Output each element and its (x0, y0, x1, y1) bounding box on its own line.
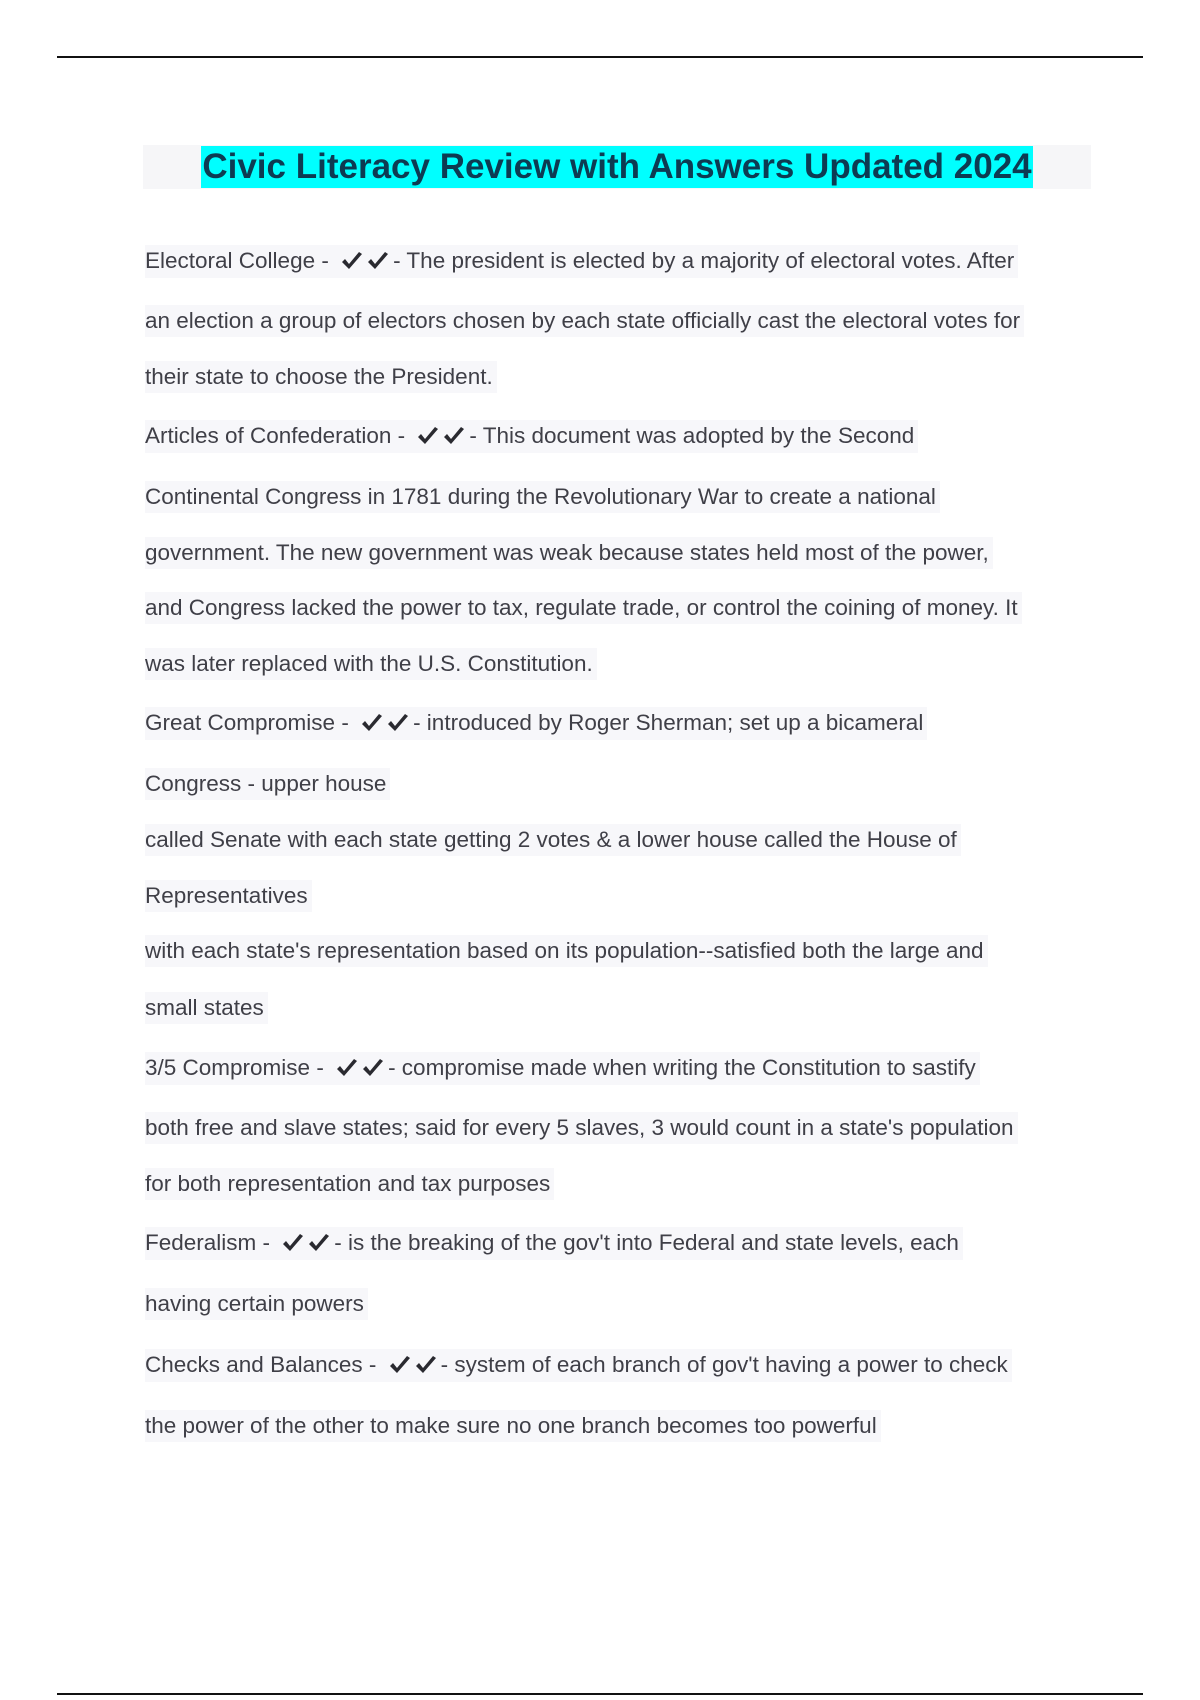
definition-continuation-line (145, 935, 988, 967)
check-mark-icon (415, 425, 441, 447)
term-label: Great Compromise (145, 710, 336, 735)
term-label: Federalism (145, 1230, 257, 1255)
term-separator: - (335, 710, 356, 735)
definition-entry-line (145, 707, 927, 740)
definition-continuation-line (145, 824, 961, 856)
term-label: Articles of Confederation (145, 423, 392, 448)
definition-text: an election a group of electors chosen by each state officially cast the electoral votes for (145, 308, 1021, 333)
definition-continuation-line (145, 481, 940, 513)
definition-continuation-line (145, 305, 1024, 337)
bottom-rule (57, 1693, 1143, 1695)
term-label: Electoral College (145, 248, 316, 273)
term-separator: - (315, 248, 336, 273)
definition-continuation-line (145, 992, 268, 1024)
check-mark-icon (441, 425, 467, 447)
document-title: Civic Literacy Review with Answers Updated 2024 (202, 147, 1032, 186)
definition-text: - system of each branch of gov't having a power to check (440, 1352, 1008, 1377)
check-mark-icon (413, 1354, 439, 1376)
term-label: 3/5 Compromise (145, 1055, 311, 1080)
check-mark-icon (306, 1232, 332, 1254)
definition-entry-line (145, 1227, 963, 1260)
definition-continuation-line (145, 1410, 881, 1442)
check-mark-icon (334, 1057, 360, 1079)
term-separator: - (256, 1230, 277, 1255)
double-check-icon (334, 1051, 386, 1083)
term-separator: - (310, 1055, 331, 1080)
definition-text: - The president is elected by a majority of electoral votes. After (393, 248, 1015, 273)
definition-text: - introduced by Roger Sherman; set up a bicameral (413, 710, 924, 735)
definition-continuation-line (145, 768, 390, 800)
double-check-icon (359, 706, 411, 738)
definition-continuation-line (145, 1288, 368, 1320)
definition-text: - is the breaking of the gov't into Federal and state levels, each (334, 1230, 959, 1255)
definition-text: with each state's representation based on its population--satisfied both the large and (145, 938, 984, 963)
check-mark-icon (339, 250, 365, 272)
definition-text: their state to choose the President. (145, 364, 493, 389)
definition-entry-line (145, 420, 918, 453)
definition-entry-line (145, 1052, 980, 1085)
double-check-icon (280, 1226, 332, 1258)
definition-text: was later replaced with the U.S. Constitution. (145, 651, 593, 676)
check-mark-icon (385, 712, 411, 734)
definition-text: and Congress lacked the power to tax, regulate trade, or control the coining of money. It (145, 595, 1018, 620)
definition-text: - compromise made when writing the Constitution to sastify (388, 1055, 976, 1080)
definition-entry-line (145, 245, 1018, 278)
definition-continuation-line (145, 537, 993, 569)
definition-continuation-line (145, 880, 312, 912)
definition-continuation-line (145, 648, 597, 680)
definition-continuation-line (145, 1168, 554, 1200)
check-mark-icon (387, 1354, 413, 1376)
definition-text: the power of the other to make sure no one branch becomes too powerful (145, 1413, 877, 1438)
double-check-icon (339, 244, 391, 276)
definition-text: called Senate with each state getting 2 votes & a lower house called the House of (145, 827, 957, 852)
definition-continuation-line (145, 361, 497, 393)
definition-entry-line (145, 1349, 1012, 1382)
check-mark-icon (359, 712, 385, 734)
definition-text: small states (145, 995, 264, 1020)
term-label: Checks and Balances (145, 1352, 363, 1377)
definition-text: government. The new government was weak because states held most of the power, (145, 540, 989, 565)
check-mark-icon (360, 1057, 386, 1079)
term-separator: - (362, 1352, 383, 1377)
definition-text: both free and slave states; said for every 5 slaves, 3 would count in a state's population (145, 1115, 1014, 1140)
definition-continuation-line (145, 1112, 1018, 1144)
check-mark-icon (280, 1232, 306, 1254)
term-separator: - (391, 423, 412, 448)
definition-text: Continental Congress in 1781 during the Revolutionary War to create a national (145, 484, 936, 509)
double-check-icon (415, 419, 467, 451)
check-mark-icon (365, 250, 391, 272)
definition-text: Representatives (145, 883, 308, 908)
definition-text: - This document was adopted by the Second (469, 423, 915, 448)
definition-continuation-line (145, 592, 1022, 624)
double-check-icon (387, 1348, 439, 1380)
definition-text: Congress - upper house (145, 771, 387, 796)
top-rule (57, 56, 1143, 58)
definition-text: having certain powers (145, 1291, 364, 1316)
definition-text: for both representation and tax purposes (145, 1171, 551, 1196)
title-band (143, 145, 1091, 189)
